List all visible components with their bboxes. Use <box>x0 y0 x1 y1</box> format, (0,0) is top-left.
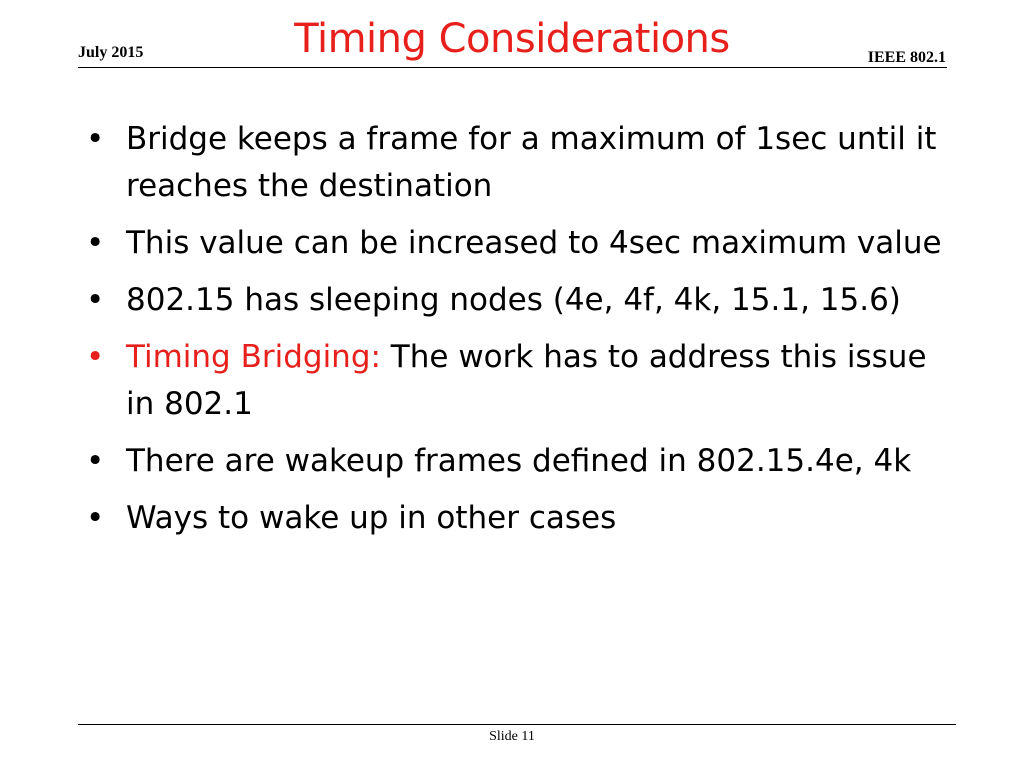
footer-divider <box>78 724 956 725</box>
bullet-dot-icon: • <box>86 282 105 318</box>
bullet-item <box>86 495 956 542</box>
bullet-item <box>86 277 956 324</box>
bullet-text: 802.15 has sleeping nodes (4e, 4f, 4k, 15.1, 15.6) <box>126 282 901 318</box>
bullet-item <box>86 220 956 267</box>
bullet-item <box>86 438 956 485</box>
slide-title: Timing Considerations <box>294 16 730 62</box>
bullet-text: There are wakeup frames defined in 802.15.4e, 4k <box>126 443 912 479</box>
bullet-item <box>86 334 956 428</box>
header-org: IEEE 802.1 <box>867 49 946 66</box>
bullet-item <box>86 116 956 210</box>
bullet-dot-icon: • <box>86 443 105 479</box>
bullet-list <box>86 116 956 552</box>
header-date: July 2015 <box>78 44 144 61</box>
bullet-highlight: Timing Bridging: <box>126 339 381 375</box>
bullet-text: This value can be increased to 4sec maximum value <box>126 225 942 261</box>
bullet-dot-icon: • <box>86 121 105 157</box>
bullet-text: Ways to wake up in other cases <box>126 500 617 536</box>
bullet-text: The work has to address this issue in 802.1 <box>126 339 927 422</box>
bullet-dot-icon: • <box>86 225 105 261</box>
header-divider <box>78 67 947 68</box>
bullet-text: Bridge keeps a frame for a maximum of 1sec until it reaches the destination <box>126 121 937 204</box>
bullet-dot-icon: • <box>86 500 105 536</box>
bullet-dot-icon: • <box>86 339 105 375</box>
slide-number: Slide 11 <box>489 729 535 744</box>
